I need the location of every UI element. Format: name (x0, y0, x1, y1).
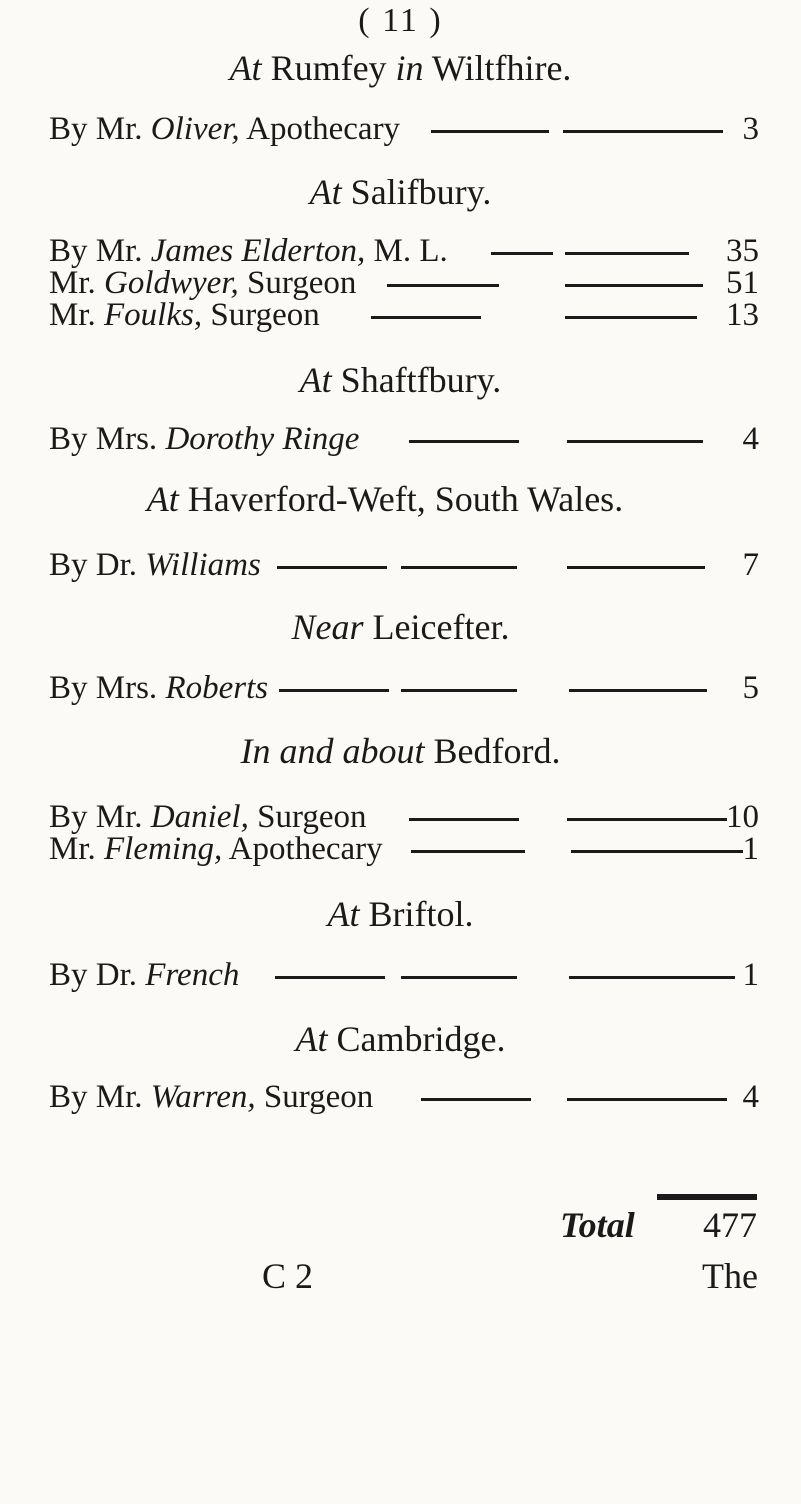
leader-dash (401, 689, 517, 692)
leader-dash (565, 252, 689, 255)
leader-dash (409, 818, 519, 821)
entry-count: 51 (726, 265, 759, 301)
leader-dash (563, 130, 723, 133)
entry-row (49, 545, 759, 585)
entry-row (49, 295, 759, 335)
leader-dash (565, 316, 697, 319)
entry-count: 7 (742, 547, 759, 583)
leader-dash (401, 976, 517, 979)
entry-name: By Mr. Warren, Surgeon (49, 1079, 374, 1115)
section-heading: In and about Bedford. (240, 731, 561, 771)
leader-dash (569, 689, 707, 692)
entry-name: By Mrs. Roberts (49, 670, 269, 706)
entry-count: 5 (742, 670, 759, 706)
entry-row (49, 955, 759, 995)
section-heading: At Briftol. (327, 894, 474, 934)
section-heading: At Cambridge. (295, 1019, 506, 1059)
entry-count: 1 (742, 831, 759, 867)
entry-name: By Mr. Oliver, Apothecary (49, 111, 401, 147)
entry-name: Mr. Goldwyer, Surgeon (49, 265, 357, 301)
entry-row (49, 419, 759, 459)
entry-count: 1 (742, 957, 759, 993)
entry-count: 10 (726, 799, 759, 835)
entry-name: By Dr. Williams (49, 547, 261, 583)
entry-name: By Dr. French (49, 957, 240, 993)
entry-name: By Mr. James Elderton, M. L. (49, 233, 448, 269)
leader-dash (411, 850, 525, 853)
entry-count: 3 (742, 111, 759, 147)
leader-dash (421, 1098, 531, 1101)
leader-dash (279, 689, 389, 692)
entry-name: Mr. Foulks, Surgeon (49, 297, 320, 333)
entry-row (49, 1077, 759, 1117)
total-row (560, 1203, 757, 1247)
leader-dash (567, 1098, 727, 1101)
entry-row (49, 109, 759, 149)
entry-row (49, 829, 759, 869)
leader-dash (401, 566, 517, 569)
entry-count: 13 (726, 297, 759, 333)
section-heading: At Rumfey in Wiltfhire. (229, 48, 572, 88)
entry-name: By Mr. Daniel, Surgeon (49, 799, 367, 835)
entry-row (49, 668, 759, 708)
section-heading: At Haverford-Weft, South Wales. (146, 479, 624, 519)
entry-name: By Mrs. Dorothy Ringe (49, 421, 360, 457)
leader-dash (571, 850, 743, 853)
leader-dash (491, 252, 553, 255)
entry-count: 35 (726, 233, 759, 269)
leader-dash (277, 566, 387, 569)
section-heading: Near Leicefter. (291, 607, 510, 647)
section-heading: At Shaftfbury. (299, 360, 502, 400)
leader-dash (569, 976, 735, 979)
entry-count: 4 (742, 421, 759, 457)
leader-dash (567, 566, 705, 569)
total-value: 477 (703, 1205, 757, 1245)
leader-dash (371, 316, 481, 319)
section-heading: At Salifbury. (309, 172, 492, 212)
leader-dash (567, 440, 703, 443)
leader-dash (431, 130, 549, 133)
leader-dash (275, 976, 385, 979)
catchword: The (702, 1256, 758, 1296)
sum-rule (657, 1194, 757, 1200)
page-number: ( 11 ) (358, 2, 443, 39)
entry-count: 4 (742, 1079, 759, 1115)
leader-dash (409, 440, 519, 443)
leader-dash (565, 284, 703, 287)
signature-mark: C 2 (262, 1256, 314, 1296)
total-label: Total (560, 1205, 635, 1245)
entry-name: Mr. Fleming, Apothecary (49, 831, 383, 867)
leader-dash (567, 818, 727, 821)
leader-dash (387, 284, 499, 287)
